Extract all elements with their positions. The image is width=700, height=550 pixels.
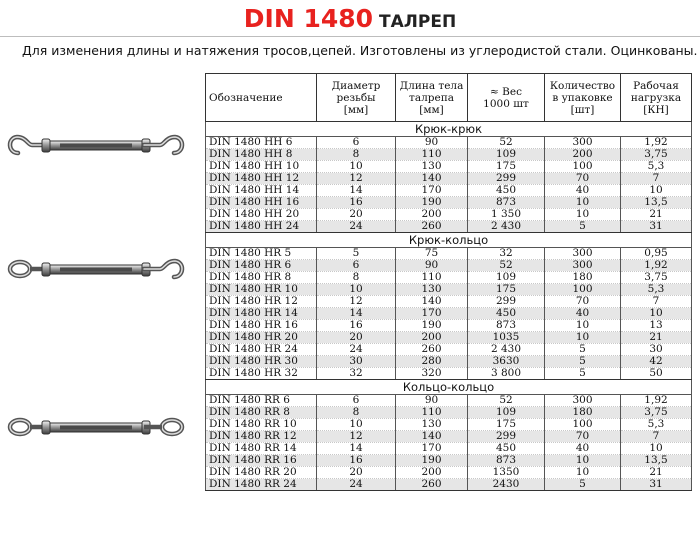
cell-weight-1000: 2430 xyxy=(468,479,545,491)
cell-weight-1000: 3 800 xyxy=(468,368,545,380)
header-weight: ≈ Вес 1000 шт xyxy=(468,74,545,122)
cell-name: DIN 1480 HR 14 xyxy=(206,308,317,320)
cell-weight-1000: 1350 xyxy=(468,467,545,479)
cell-name: DIN 1480 RR 8 xyxy=(206,407,317,419)
title-main: DIN 1480 xyxy=(243,4,374,33)
cell-weight-1000: 873 xyxy=(468,197,545,209)
cell-body-length: 200 xyxy=(396,209,468,221)
table-row xyxy=(206,284,692,296)
cell-body-length: 190 xyxy=(396,197,468,209)
cell-name: DIN 1480 HH 6 xyxy=(206,137,317,149)
cell-weight-1000: 873 xyxy=(468,320,545,332)
table-row xyxy=(206,221,692,233)
cell-working-load: 1,92 xyxy=(621,137,692,149)
cell-working-load: 13,5 xyxy=(621,197,692,209)
cell-body-length: 200 xyxy=(396,332,468,344)
table-row xyxy=(206,209,692,221)
table-row xyxy=(206,419,692,431)
turnbuckle-hook-hook-image xyxy=(4,128,188,162)
table-row xyxy=(206,344,692,356)
cell-weight-1000: 299 xyxy=(468,431,545,443)
cell-body-length: 90 xyxy=(396,395,468,407)
group-header xyxy=(206,233,692,248)
table-row xyxy=(206,356,692,368)
cell-pack-qty: 5 xyxy=(545,479,621,491)
cell-working-load: 21 xyxy=(621,209,692,221)
cell-body-length: 260 xyxy=(396,479,468,491)
cell-body-length: 110 xyxy=(396,407,468,419)
cell-name: DIN 1480 HR 5 xyxy=(206,248,317,260)
title-divider xyxy=(0,36,700,37)
cell-body-length: 320 xyxy=(396,368,468,380)
cell-thread-diameter: 8 xyxy=(317,272,396,284)
table-row xyxy=(206,332,692,344)
cell-name: DIN 1480 HR 8 xyxy=(206,272,317,284)
table-row xyxy=(206,308,692,320)
cell-working-load: 31 xyxy=(621,221,692,233)
table-row xyxy=(206,407,692,419)
cell-name: DIN 1480 HH 12 xyxy=(206,173,317,185)
cell-working-load: 3,75 xyxy=(621,272,692,284)
cell-working-load: 5,3 xyxy=(621,419,692,431)
group-title: Крюк-крюк xyxy=(206,122,692,137)
cell-weight-1000: 1035 xyxy=(468,332,545,344)
cell-name: DIN 1480 RR 10 xyxy=(206,419,317,431)
cell-thread-diameter: 24 xyxy=(317,344,396,356)
cell-working-load: 1,92 xyxy=(621,395,692,407)
cell-working-load: 21 xyxy=(621,332,692,344)
cell-thread-diameter: 20 xyxy=(317,209,396,221)
cell-pack-qty: 10 xyxy=(545,209,621,221)
table-row xyxy=(206,455,692,467)
cell-body-length: 170 xyxy=(396,308,468,320)
cell-thread-diameter: 32 xyxy=(317,368,396,380)
table-row xyxy=(206,368,692,380)
cell-weight-1000: 299 xyxy=(468,173,545,185)
cell-weight-1000: 32 xyxy=(468,248,545,260)
cell-working-load: 13,5 xyxy=(621,455,692,467)
cell-name: DIN 1480 HH 20 xyxy=(206,209,317,221)
cell-body-length: 110 xyxy=(396,272,468,284)
cell-body-length: 190 xyxy=(396,320,468,332)
cell-thread-diameter: 10 xyxy=(317,284,396,296)
cell-working-load: 7 xyxy=(621,296,692,308)
table-row xyxy=(206,149,692,161)
cell-pack-qty: 300 xyxy=(545,260,621,272)
cell-weight-1000: 175 xyxy=(468,284,545,296)
cell-thread-diameter: 30 xyxy=(317,356,396,368)
cell-name: DIN 1480 HH 16 xyxy=(206,197,317,209)
cell-pack-qty: 300 xyxy=(545,248,621,260)
cell-name: DIN 1480 HR 30 xyxy=(206,356,317,368)
table-row xyxy=(206,248,692,260)
cell-working-load: 21 xyxy=(621,467,692,479)
cell-pack-qty: 10 xyxy=(545,467,621,479)
cell-name: DIN 1480 HR 24 xyxy=(206,344,317,356)
cell-name: DIN 1480 HR 6 xyxy=(206,260,317,272)
cell-thread-diameter: 12 xyxy=(317,296,396,308)
cell-pack-qty: 5 xyxy=(545,356,621,368)
cell-thread-diameter: 12 xyxy=(317,173,396,185)
cell-weight-1000: 109 xyxy=(468,407,545,419)
table-row xyxy=(206,185,692,197)
cell-thread-diameter: 10 xyxy=(317,161,396,173)
cell-working-load: 10 xyxy=(621,443,692,455)
cell-pack-qty: 5 xyxy=(545,221,621,233)
cell-thread-diameter: 16 xyxy=(317,197,396,209)
group-header xyxy=(206,380,692,395)
cell-pack-qty: 300 xyxy=(545,395,621,407)
cell-name: DIN 1480 HR 20 xyxy=(206,332,317,344)
cell-working-load: 7 xyxy=(621,173,692,185)
cell-working-load: 50 xyxy=(621,368,692,380)
cell-body-length: 75 xyxy=(396,248,468,260)
cell-thread-diameter: 8 xyxy=(317,149,396,161)
cell-pack-qty: 70 xyxy=(545,173,621,185)
cell-working-load: 42 xyxy=(621,356,692,368)
cell-name: DIN 1480 HR 10 xyxy=(206,284,317,296)
cell-weight-1000: 2 430 xyxy=(468,344,545,356)
header-name: Обозначение xyxy=(206,74,317,122)
cell-body-length: 280 xyxy=(396,356,468,368)
cell-name: DIN 1480 HH 14 xyxy=(206,185,317,197)
cell-thread-diameter: 20 xyxy=(317,467,396,479)
cell-pack-qty: 10 xyxy=(545,320,621,332)
cell-weight-1000: 175 xyxy=(468,419,545,431)
header-load: Рабочая нагрузка [КН] xyxy=(621,74,692,122)
cell-working-load: 10 xyxy=(621,308,692,320)
cell-body-length: 140 xyxy=(396,173,468,185)
turnbuckle-eye-eye-image xyxy=(4,410,188,444)
table-row xyxy=(206,431,692,443)
cell-name: DIN 1480 RR 24 xyxy=(206,479,317,491)
table-row xyxy=(206,443,692,455)
cell-thread-diameter: 16 xyxy=(317,455,396,467)
cell-thread-diameter: 8 xyxy=(317,407,396,419)
cell-weight-1000: 450 xyxy=(468,443,545,455)
cell-thread-diameter: 14 xyxy=(317,185,396,197)
table-row xyxy=(206,197,692,209)
cell-pack-qty: 100 xyxy=(545,284,621,296)
cell-weight-1000: 175 xyxy=(468,161,545,173)
cell-thread-diameter: 6 xyxy=(317,137,396,149)
table-row xyxy=(206,272,692,284)
cell-pack-qty: 180 xyxy=(545,407,621,419)
cell-body-length: 260 xyxy=(396,344,468,356)
cell-weight-1000: 450 xyxy=(468,308,545,320)
cell-thread-diameter: 24 xyxy=(317,479,396,491)
table-row xyxy=(206,137,692,149)
cell-body-length: 260 xyxy=(396,221,468,233)
cell-pack-qty: 100 xyxy=(545,419,621,431)
header-qty: Количество в упаковке [шт] xyxy=(545,74,621,122)
cell-pack-qty: 10 xyxy=(545,197,621,209)
cell-weight-1000: 3630 xyxy=(468,356,545,368)
cell-name: DIN 1480 RR 6 xyxy=(206,395,317,407)
cell-pack-qty: 5 xyxy=(545,344,621,356)
cell-name: DIN 1480 HH 10 xyxy=(206,161,317,173)
cell-name: DIN 1480 HH 8 xyxy=(206,149,317,161)
cell-thread-diameter: 14 xyxy=(317,443,396,455)
cell-working-load: 31 xyxy=(621,479,692,491)
table-row xyxy=(206,479,692,491)
table-header-row xyxy=(206,74,692,122)
cell-pack-qty: 200 xyxy=(545,149,621,161)
cell-body-length: 170 xyxy=(396,185,468,197)
table-row xyxy=(206,296,692,308)
cell-pack-qty: 70 xyxy=(545,296,621,308)
cell-pack-qty: 70 xyxy=(545,431,621,443)
cell-weight-1000: 1 350 xyxy=(468,209,545,221)
group-title: Кольцо-кольцо xyxy=(206,380,692,395)
cell-name: DIN 1480 HR 32 xyxy=(206,368,317,380)
cell-weight-1000: 299 xyxy=(468,296,545,308)
cell-body-length: 170 xyxy=(396,443,468,455)
cell-working-load: 3,75 xyxy=(621,149,692,161)
cell-thread-diameter: 16 xyxy=(317,320,396,332)
title-sub: ТАЛРЕП xyxy=(379,12,457,32)
turnbuckle-hook-eye-image xyxy=(4,252,188,286)
cell-name: DIN 1480 HR 12 xyxy=(206,296,317,308)
cell-working-load: 1,92 xyxy=(621,260,692,272)
cell-pack-qty: 40 xyxy=(545,308,621,320)
table-row xyxy=(206,260,692,272)
cell-name: DIN 1480 RR 20 xyxy=(206,467,317,479)
cell-body-length: 130 xyxy=(396,419,468,431)
cell-pack-qty: 300 xyxy=(545,137,621,149)
cell-weight-1000: 52 xyxy=(468,137,545,149)
table-row xyxy=(206,173,692,185)
cell-name: DIN 1480 HR 16 xyxy=(206,320,317,332)
cell-weight-1000: 109 xyxy=(468,149,545,161)
group-title: Крюк-кольцо xyxy=(206,233,692,248)
cell-weight-1000: 109 xyxy=(468,272,545,284)
cell-thread-diameter: 6 xyxy=(317,260,396,272)
cell-body-length: 110 xyxy=(396,149,468,161)
group-header xyxy=(206,122,692,137)
cell-thread-diameter: 10 xyxy=(317,419,396,431)
header-thread: Диаметр резьбы [мм] xyxy=(317,74,396,122)
cell-working-load: 10 xyxy=(621,185,692,197)
cell-thread-diameter: 12 xyxy=(317,431,396,443)
cell-weight-1000: 873 xyxy=(468,455,545,467)
cell-pack-qty: 10 xyxy=(545,332,621,344)
cell-name: DIN 1480 RR 14 xyxy=(206,443,317,455)
cell-body-length: 140 xyxy=(396,296,468,308)
table-row xyxy=(206,467,692,479)
table-row xyxy=(206,161,692,173)
description: Для изменения длины и натяжения тросов,цепей. Изготовлены из углеродистой стали. Оцинкованы. xyxy=(22,43,698,58)
cell-weight-1000: 450 xyxy=(468,185,545,197)
table-row xyxy=(206,320,692,332)
cell-name: DIN 1480 HH 24 xyxy=(206,221,317,233)
cell-thread-diameter: 14 xyxy=(317,308,396,320)
cell-weight-1000: 2 430 xyxy=(468,221,545,233)
cell-working-load: 0,95 xyxy=(621,248,692,260)
header-length: Длина тела талрепа [мм] xyxy=(396,74,468,122)
cell-pack-qty: 40 xyxy=(545,185,621,197)
cell-working-load: 3,75 xyxy=(621,407,692,419)
cell-working-load: 5,3 xyxy=(621,161,692,173)
cell-working-load: 30 xyxy=(621,344,692,356)
cell-body-length: 130 xyxy=(396,284,468,296)
cell-body-length: 90 xyxy=(396,137,468,149)
cell-pack-qty: 40 xyxy=(545,443,621,455)
cell-weight-1000: 52 xyxy=(468,260,545,272)
cell-thread-diameter: 20 xyxy=(317,332,396,344)
cell-body-length: 140 xyxy=(396,431,468,443)
cell-name: DIN 1480 RR 16 xyxy=(206,455,317,467)
cell-pack-qty: 180 xyxy=(545,272,621,284)
cell-body-length: 130 xyxy=(396,161,468,173)
cell-thread-diameter: 6 xyxy=(317,395,396,407)
cell-pack-qty: 5 xyxy=(545,368,621,380)
cell-pack-qty: 100 xyxy=(545,161,621,173)
cell-working-load: 5,3 xyxy=(621,284,692,296)
cell-body-length: 200 xyxy=(396,467,468,479)
cell-body-length: 90 xyxy=(396,260,468,272)
cell-name: DIN 1480 RR 12 xyxy=(206,431,317,443)
cell-working-load: 13 xyxy=(621,320,692,332)
cell-thread-diameter: 5 xyxy=(317,248,396,260)
spec-table xyxy=(205,73,692,491)
table-row xyxy=(206,395,692,407)
cell-weight-1000: 52 xyxy=(468,395,545,407)
cell-working-load: 7 xyxy=(621,431,692,443)
page-title xyxy=(0,4,700,33)
cell-thread-diameter: 24 xyxy=(317,221,396,233)
cell-body-length: 190 xyxy=(396,455,468,467)
cell-pack-qty: 10 xyxy=(545,455,621,467)
